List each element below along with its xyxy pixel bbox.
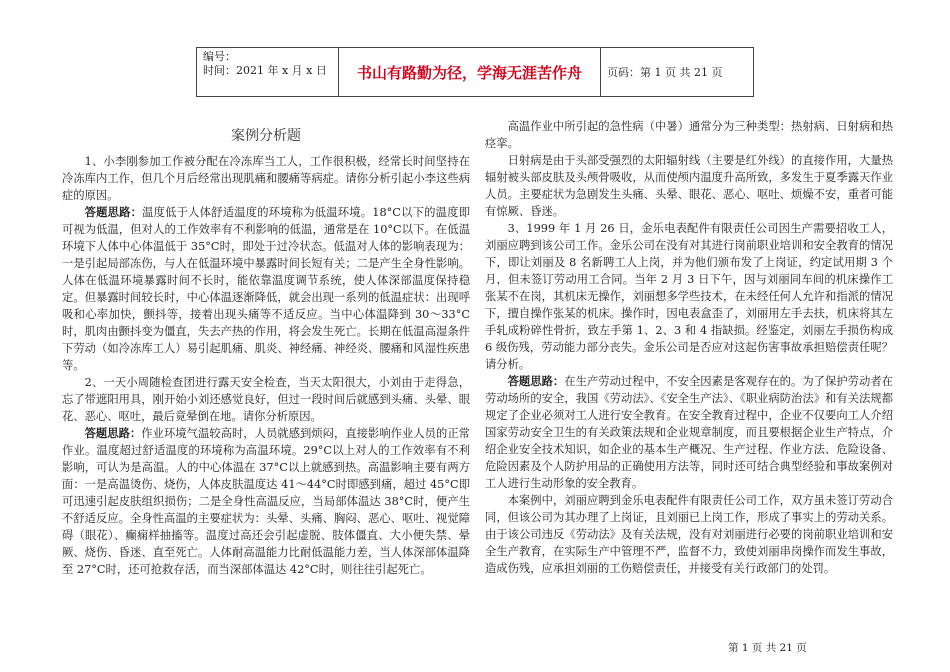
header-page-cell [601, 48, 753, 96]
heat-illness-types: 高温作业中所引起的急性病（中暑）通常分为三种类型：热射病、日射病和热痉挛。 [485, 120, 893, 150]
header-table [196, 47, 754, 97]
left-column [62, 118, 470, 578]
footer-page-number: 第 1 页 共 21 页 [728, 642, 807, 654]
page-label: 页码：第 1 页 共 21 页 [607, 66, 723, 79]
case-3-analysis: 本案例中，刘丽应聘到金乐电表配件有限责任公司工作，双方虽未签订劳动合同，但该公司为其办理了上岗证，且刘丽已上岗工作，形成了事实上的劳动关系。由于该公司违反《劳动法》及有关法规，没有对刘丽进行必要的岗前职业培训和安全生产教育，在实际生产中管理不严，监督不力，致使刘丽串岗操作而发生事故，造成伤残，应承担刘丽的工伤赔偿责任，并接受有关行政部门的处罚。 [485, 494, 893, 575]
sunstroke-description: 日射病是由于头部受强烈的太阳辐射线（主要是红外线）的直接作用，大量热辐射被头部皮肤及头颅骨吸收，从而使颅内温度升高所致，多发生于夏季露天作业人员。主要症状为急剧发生头痛、头晕、眼花、恶心、呕吐、烦燥不安，重者可能有惊厥、昏迷。 [485, 154, 893, 218]
case-3-answer [485, 373, 893, 492]
time-label: 时间：2021 年 x 月 x 日 [203, 64, 327, 77]
case-3-answer-text: 在生产劳动过程中，不安全因素是客观存在的。为了保护劳动者在劳动场所的安全，我国《劳动法》、《安全生产法》、《职业病防治法》和有关法规都规定了企业必须对工人进行安全教育。在安全教育过程中，企业不仅要向工人介绍国家劳动安全卫生的有关政策法规和企业规章制度，而且要根据企业生产特点，介绍企业安全技术知识，如企业的基本生产概况、生产过程、作业方法、危险设备、危险因素及个人防护用品的正确使用方法等，同时还可结合典型经验和事故案例对工人进行生动形象的安全教育。 [485, 375, 893, 490]
header-info-cell [197, 48, 339, 96]
answer-lead: 答题思路： [84, 205, 143, 219]
answer-lead: 答题思路： [507, 374, 565, 388]
case-2-answer [62, 425, 470, 578]
case-3-question: 3、1999 年 1 月 26 日，金乐电表配件有限责任公司因生产需要招收工人，刘丽应聘到该公司工作。金乐公司在没有对其进行岗前职业培训和安全教育的情况下，即让刘丽及 8 名新聘工人上岗，并为他们颁布发了上岗证，约定试用期 3 个月，但未签订劳动用工合同。当年 2 月 3 日下午，因与刘丽同车间的机床操作工张某不在岗，其机床无操作，刘丽想多学些技术，在未经任何人允许和指派的情况下，擅自操作张某的机床。操作时，因电表盒歪了，刘丽用左手去扶，机床将其左手轧成粉碎性骨折，致左手第 1、2、3 和 4 指缺损。经鉴定，刘丽左手损伤构成 6 级伤残，劳动能力部分丧失。金乐公司是否应对这起伤害事故承担赔偿责任呢？请分析。 [485, 222, 893, 371]
page-title: 案例分析题 [231, 128, 301, 144]
case-1-answer [62, 204, 470, 374]
case-1-question: 1、小李刚参加工作被分配在冷冻库当工人，工作很积极，经常长时间坚持在冷冻库内工作，但几个月后经常出现肌痛和腰痛等病症。请你分析引起小李这些病症的原因。 [62, 155, 470, 202]
header-motto-cell [339, 48, 601, 96]
case-2-answer-text: 作业环境气温较高时，人员就感到烦闷，直接影响作业人员的正常作业。温度超过舒适温度的环境称为高温环境。29°C以上对人的工作效率有不利影响，可认为是高温。人的中心体温在 37°C以上就感到热。高温影响主要有两方面：一是高温烫伤、烧伤，人体皮肤温度达 41～44°C时即感到痛，超过 45°C即可迅速引起皮肤组织损伤；二是全身性高温反应，当局部体温达 38°C时，便产生不舒适反应。全身性高温的主要症状为：头晕、头痛、胸闷、恶心、呕吐、视觉障碍（眼花）、癫痫样抽搐等。温度过高还会引起虚脱、肢体僵直、大小便失禁、晕厥、烧伤、昏迷、直至死亡。人体耐高温能力比耐低温能力差，当人体深部体温降至 27°C时，还可抢救存活，而当深部体温达 42°C时，则往往引起死亡。 [62, 427, 470, 576]
answer-lead: 答题思路： [84, 426, 142, 440]
case-2-question: 2、一天小周随检查团进行露天安全检查，当天太阳很大，小刘由于走得急，忘了带遮阳用具，刚开始小刘还感觉良好，但过一段时间后就感到头痛、头晕、眼花、恶心、呕吐，最后竟晕倒在地。请你分析原因。 [62, 376, 470, 423]
number-label: 编号： [203, 50, 236, 63]
case-1-answer-text: 温度低于人体舒适温度的环境称为低温环境。18°C以下的温度即可视为低温，但对人的工作效率有不利影响的低温，通常是在 10°C以下。在低温环境下人体中心体温低于 35°C时，即处于过冷状态。低温对人体的影响表现为：一是引起局部冻伤，与人在低温环境中暴露时间长短有关；二是产生全身性影响。人体在低温环境暴露时间不长时，能依靠温度调节系统，使人体深部温度保持稳定。但暴露时间较长时，中心体温逐渐降低，就会出现一系列的低温症状：出现呼吸和心率加快，颤抖等，接着出现头痛等不适反应。当中心体温降到 30～33°C时，肌肉由颤抖变为僵直，失去产热的作用，将会发生死亡。长期在低温高湿条件下劳动（如冷冻库工人）易引起肌痛、肌炎、神经痛、神经炎、腰痛和风湿性疾患等。 [62, 206, 470, 372]
motto-text: 书山有路勤为径，学海无涯苦作舟 [356, 63, 582, 82]
right-column [485, 118, 893, 577]
